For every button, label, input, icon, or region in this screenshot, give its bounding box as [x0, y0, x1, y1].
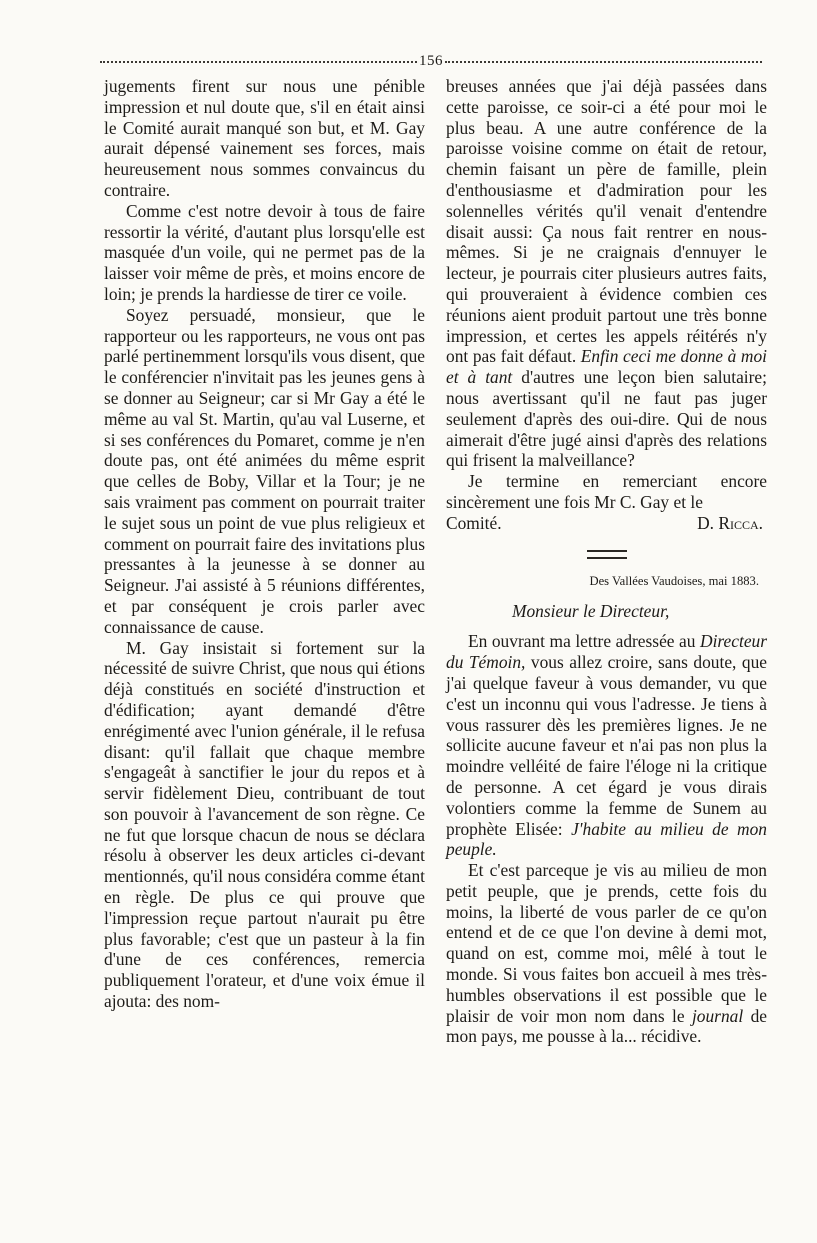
right-paragraph-3-italic: journal	[691, 1005, 744, 1026]
page-number: 156	[419, 52, 443, 69]
right-paragraph-1-italic: Enfin ceci me donne à moi et à tant	[446, 346, 767, 388]
closing-end: Comité.	[446, 512, 502, 533]
left-paragraph-3: Soyez persuadé, monsieur, que le rapporteur ou les rapporteurs, ne vous ont pas parlé pertinemment lorsqu'ils vous disent, que le conférencier n'invitait pas les jeunes gens à se donner au Seigneur; car si Mr Gay a été le même au val St. Martin, qu'au val Luserne, et si ses conférences du Pomaret, comme je n'en doute pas, ont été animées du même esprit que celles de Boby, Villar et la Tour; je ne sais vraiment pas comment on pourrait traiter le sujet sous un point de vue plus religieux et comment on pourrait faire des invitations plus pressantes à la jeunesse à se donner au Seigneur. J'ai assisté à 5 réunions différentes, et par conséquent je crois parler avec connaissance de cause.	[104, 304, 425, 637]
right-paragraph-2-italic: Directeur du Témoin,	[446, 631, 767, 673]
left-paragraph-4: M. Gay insistait si fortement sur la nécessité de suivre Christ, que nous qui étions déjà constitués en société d'instruction et d'édification; ayant demandé d'être enrégimenté avec l'union générale, il le refusa disant: qu'il fallait que chaque membre s'engageât à sanctifier le jour du repos et à servir fidèlement Dieu, contribuant de tout son pouvoir à l'avancement de son règne. Ce ne fut que lorsque chacun de nous se déclara résolu à observer les deux articles ci-devant mentionnés, qu'il nous considéra comme étant en règle. De plus ce qui prouve que l'impression reçue partout n'aurait pu être plus favorable; c'est que un pasteur à la fin d'une de ces conférences, remercia publiquement l'orateur, et d'une voix émue il ajouta: des nom-	[104, 637, 425, 1012]
right-paragraph-3	[446, 860, 767, 1047]
salutation: Monsieur le Directeur,	[512, 600, 670, 621]
right-paragraph-1	[446, 76, 767, 471]
right-paragraph-2-a: En ouvrant ma lettre adressée au	[468, 631, 696, 652]
right-paragraph-2-quote: J'habite au milieu de mon peuple.	[446, 818, 767, 860]
left-column	[104, 76, 425, 1012]
header-rule-right	[445, 61, 762, 63]
closing-paragraph: Je termine en remerciant encore sincèrement une fois Mr C. Gay et le	[446, 471, 767, 512]
section-separator	[587, 550, 627, 559]
header-rule-left	[100, 61, 417, 63]
right-paragraph-1-text: breuses années que j'ai déjà passées dans cette paroisse, ce soir-ci a été pour moi le plus beau. A une autre conférence de la paroisse voisine comme on était de retour, chemin faisant un père de famille, plein d'enthousiasme et d'admiration pour les solennelles vérités qu'il venait d'entendre disait aussi: Ça nous fait rentrer en nous-mêmes. Si je ne craignais d'ennuyer le lecteur, je pourrais citer plusieurs autres faits, qui prouveraient à évidence combien ces réunions aient produit partout une très bonne impression, et certes les appels réitérés n'y ont pas fait défaut.	[446, 76, 767, 367]
page-header	[100, 52, 762, 70]
right-column	[446, 76, 767, 1047]
right-paragraph-2-b: vous allez croire, sans doute, que j'ai quelque faveur à vous demander, vu que c'est un inconnu qui vous l'adresse. Je tiens à vous rassurer dès les premières lignes. Je ne sollicite aucune faveur et n'ai pas non plus la moindre velléité de faire l'éloge ni la critique de personne. A cet égard je vous dirais volontiers comme la femme de Sunem au prophète Elisée:	[446, 652, 767, 839]
right-paragraph-1-tail: d'autres une leçon bien salutaire; nous avertissant qu'il ne faut pas juger seulement d'après des oui-dire. Qui de nous aimerait d'être jugé ainsi d'après des relations qui frisent la malveillance?	[446, 367, 767, 471]
left-paragraph-1: jugements firent sur nous une pénible impression et nul doute que, s'il en était ainsi le Comité aurait manqué son but, et M. Gay aurait dépensé vainement ses forces, mais heureusement nous sommes convaincus du contraire.	[104, 76, 425, 200]
left-paragraph-2: Comme c'est notre devoir à tous de faire ressortir la vérité, d'autant plus lorsqu'elle est masquée d'un voile, qui ne permet pas de la laisser voir même de près, et moins encore de loin; je prends la hardiesse de tirer ce voile.	[104, 200, 425, 304]
right-paragraph-3-b: de mon pays, me pousse à la... récidive.	[446, 1005, 767, 1047]
signature-line	[446, 513, 767, 534]
dateline: Des Vallées Vaudoises, mai 1883.	[589, 573, 759, 588]
right-paragraph-3-a: Et c'est parceque je vis au milieu de mon petit peuple, que je prends, cette fois du moins, la liberté de vous parler de ce qu'on entend et de ce que l'on devine à demi mot, quand on est, comme moi, mêlé à tout le monde. Si vous faites bon accueil à mes très-humbles observations il est possible que le plaisir de voir mon nom dans le	[446, 860, 767, 1026]
signature: D. Ricca.	[697, 512, 763, 533]
right-paragraph-2	[446, 631, 767, 860]
